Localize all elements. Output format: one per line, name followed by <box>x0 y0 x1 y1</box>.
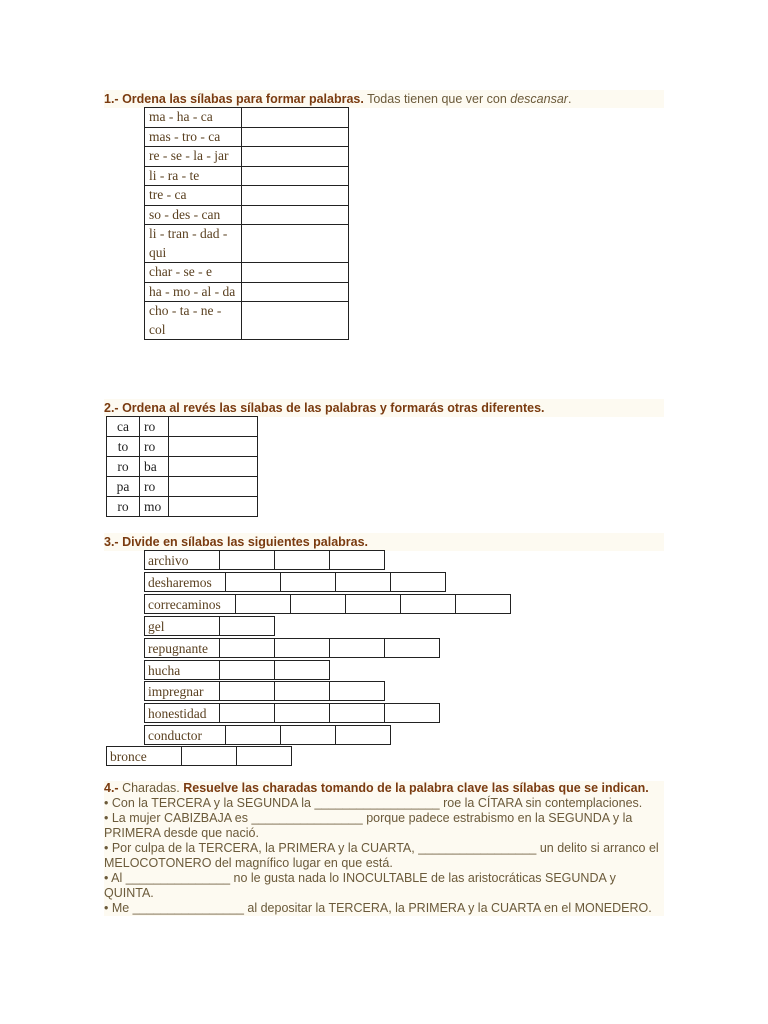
syllable-answer-cell[interactable] <box>329 681 385 701</box>
word-cell: gel <box>144 616 220 636</box>
section-1-number: 1.- <box>104 92 119 106</box>
charada-item: • Al _______________ no le gusta nada lo INOCULTABLE de las aristocráticas SEGUNDA y QUINTA. <box>104 871 616 900</box>
syllable-answer-cell[interactable] <box>181 746 237 766</box>
syllable-order-table <box>144 107 349 340</box>
charada-item: • Con la TERCERA y la SEGUNDA la __________________ roe la CÍTARA sin contemplaciones. <box>104 796 643 810</box>
section-2-number: 2.- <box>104 401 119 415</box>
answer-cell[interactable] <box>169 497 258 517</box>
divide-row <box>144 572 446 593</box>
syllable-answer-cell[interactable] <box>335 572 391 592</box>
answer-cell[interactable] <box>242 108 349 128</box>
word-cell: archivo <box>144 550 220 570</box>
syllable-cell: ha - mo - al - da <box>145 282 242 302</box>
table-row <box>145 186 349 206</box>
syllable-answer-cell[interactable] <box>329 638 385 658</box>
syllable-cell: tre - ca <box>145 186 242 206</box>
divide-row <box>144 681 385 702</box>
syllable-cell: ro <box>107 457 140 477</box>
answer-cell[interactable] <box>242 282 349 302</box>
word-cell: bronce <box>106 746 182 766</box>
divide-row <box>106 746 292 767</box>
syllable-answer-cell[interactable] <box>280 725 336 745</box>
syllable-cell: ro <box>140 437 169 457</box>
charada-item: • Por culpa de la TERCERA, la PRIMERA y la CUARTA, _________________ un delito si arranco el MELOCOTONERO del magnífico lugar en que está. <box>104 841 659 870</box>
syllable-answer-cell[interactable] <box>274 660 330 680</box>
table-row <box>107 457 258 477</box>
reverse-syllable-table-wrapper <box>104 414 264 520</box>
syllable-cell: ba <box>140 457 169 477</box>
section-2-title: Ordena al revés las sílabas de las palabras y formarás otras diferentes. <box>122 401 545 415</box>
answer-cell[interactable] <box>169 417 258 437</box>
syllable-answer-cell[interactable] <box>455 594 511 614</box>
answer-cell[interactable] <box>242 186 349 206</box>
syllable-answer-cell[interactable] <box>280 572 336 592</box>
answer-cell[interactable] <box>169 437 258 457</box>
syllable-answer-cell[interactable] <box>219 660 275 680</box>
syllable-answer-cell[interactable] <box>290 594 346 614</box>
syllable-answer-cell[interactable] <box>274 681 330 701</box>
section-4-title: Resuelve las charadas tomando de la palabra clave las sílabas que se indican. <box>183 781 649 795</box>
table-row <box>145 166 349 186</box>
answer-cell[interactable] <box>242 302 349 340</box>
syllable-answer-cell[interactable] <box>390 572 446 592</box>
table-row <box>107 437 258 457</box>
syllable-answer-cell[interactable] <box>384 638 440 658</box>
word-cell: correcaminos <box>144 594 236 614</box>
table-row <box>145 147 349 167</box>
syllable-cell: mas - tro - ca <box>145 127 242 147</box>
divide-row <box>144 638 440 659</box>
syllable-cell: ma - ha - ca <box>145 108 242 128</box>
table-row <box>145 302 349 340</box>
word-cell: honestidad <box>144 703 220 723</box>
syllable-cell: so - des - can <box>145 205 242 225</box>
answer-cell[interactable] <box>242 147 349 167</box>
charada-item: • La mujer CABIZBAJA es ________________ porque padece estrabismo en la SEGUNDA y la PRIMERA desde que nació. <box>104 811 633 840</box>
answer-cell[interactable] <box>242 127 349 147</box>
table-row <box>145 205 349 225</box>
syllable-answer-cell[interactable] <box>219 681 275 701</box>
syllable-answer-cell[interactable] <box>335 725 391 745</box>
syllable-cell: ro <box>107 497 140 517</box>
table-row <box>145 263 349 283</box>
word-cell: impregnar <box>144 681 220 701</box>
section-4-charadas <box>104 781 664 916</box>
section-4-intro: Charadas. <box>122 781 180 795</box>
answer-cell[interactable] <box>169 477 258 497</box>
syllable-answer-cell[interactable] <box>384 703 440 723</box>
section-4-number: 4.- <box>104 781 119 795</box>
answer-cell[interactable] <box>242 205 349 225</box>
syllable-answer-cell[interactable] <box>329 703 385 723</box>
word-cell: repugnante <box>144 638 220 658</box>
answer-cell[interactable] <box>242 263 349 283</box>
word-cell: hucha <box>144 660 220 680</box>
syllable-cell: pa <box>107 477 140 497</box>
answer-cell[interactable] <box>242 166 349 186</box>
syllable-answer-cell[interactable] <box>329 550 385 570</box>
syllable-cell: ro <box>140 417 169 437</box>
syllable-cell: to <box>107 437 140 457</box>
syllable-cell: ro <box>140 477 169 497</box>
section-4-heading <box>104 781 664 796</box>
section-1-title: Ordena las sílabas para formar palabras. <box>122 92 364 106</box>
syllable-answer-cell[interactable] <box>225 572 281 592</box>
syllable-answer-cell[interactable] <box>219 638 275 658</box>
syllable-answer-cell[interactable] <box>236 746 292 766</box>
section-3-heading <box>104 533 664 551</box>
syllable-cell: mo <box>140 497 169 517</box>
section-3-number: 3.- <box>104 535 119 549</box>
answer-cell[interactable] <box>242 225 349 263</box>
table-row <box>145 225 349 263</box>
syllable-cell: re - se - la - jar <box>145 147 242 167</box>
divide-row <box>144 616 275 637</box>
section-1-title-italic: descansar <box>510 92 568 106</box>
syllable-answer-cell[interactable] <box>274 550 330 570</box>
section-1-heading <box>104 90 664 108</box>
word-cell: desharemos <box>144 572 226 592</box>
table-row <box>107 497 258 517</box>
syllable-answer-cell[interactable] <box>345 594 401 614</box>
divide-row <box>144 594 511 615</box>
divide-row <box>144 550 385 571</box>
syllable-cell: li - tran - dad - qui <box>145 225 242 263</box>
charada-item: • Me ________________ al depositar la TERCERA, la PRIMERA y la CUARTA en el MONEDERO. <box>104 901 652 915</box>
syllable-cell: ca <box>107 417 140 437</box>
word-cell: conductor <box>144 725 226 745</box>
syllable-cell: li - ra - te <box>145 166 242 186</box>
divide-row <box>144 703 440 724</box>
syllable-cell: char - se - e <box>145 263 242 283</box>
table-row <box>145 282 349 302</box>
divide-row <box>144 725 391 746</box>
table-row <box>107 417 258 437</box>
reverse-syllable-table <box>106 416 258 517</box>
table-row <box>145 127 349 147</box>
syllable-answer-cell[interactable] <box>219 703 275 723</box>
syllable-answer-cell[interactable] <box>400 594 456 614</box>
section-3-title: Divide en sílabas las siguientes palabras. <box>122 535 369 549</box>
table-row <box>145 108 349 128</box>
syllable-answer-cell[interactable] <box>235 594 291 614</box>
table-row <box>107 477 258 497</box>
answer-cell[interactable] <box>169 457 258 477</box>
syllable-cell: cho - ta - ne - col <box>145 302 242 340</box>
section-1-title-rest: Todas tienen que ver con <box>367 92 507 106</box>
divide-row <box>144 660 330 681</box>
syllable-answer-cell[interactable] <box>274 638 330 658</box>
syllable-answer-cell[interactable] <box>225 725 281 745</box>
syllable-answer-cell[interactable] <box>274 703 330 723</box>
section-1-title-end: . <box>567 92 572 106</box>
syllable-answer-cell[interactable] <box>219 616 275 636</box>
syllable-answer-cell[interactable] <box>219 550 275 570</box>
